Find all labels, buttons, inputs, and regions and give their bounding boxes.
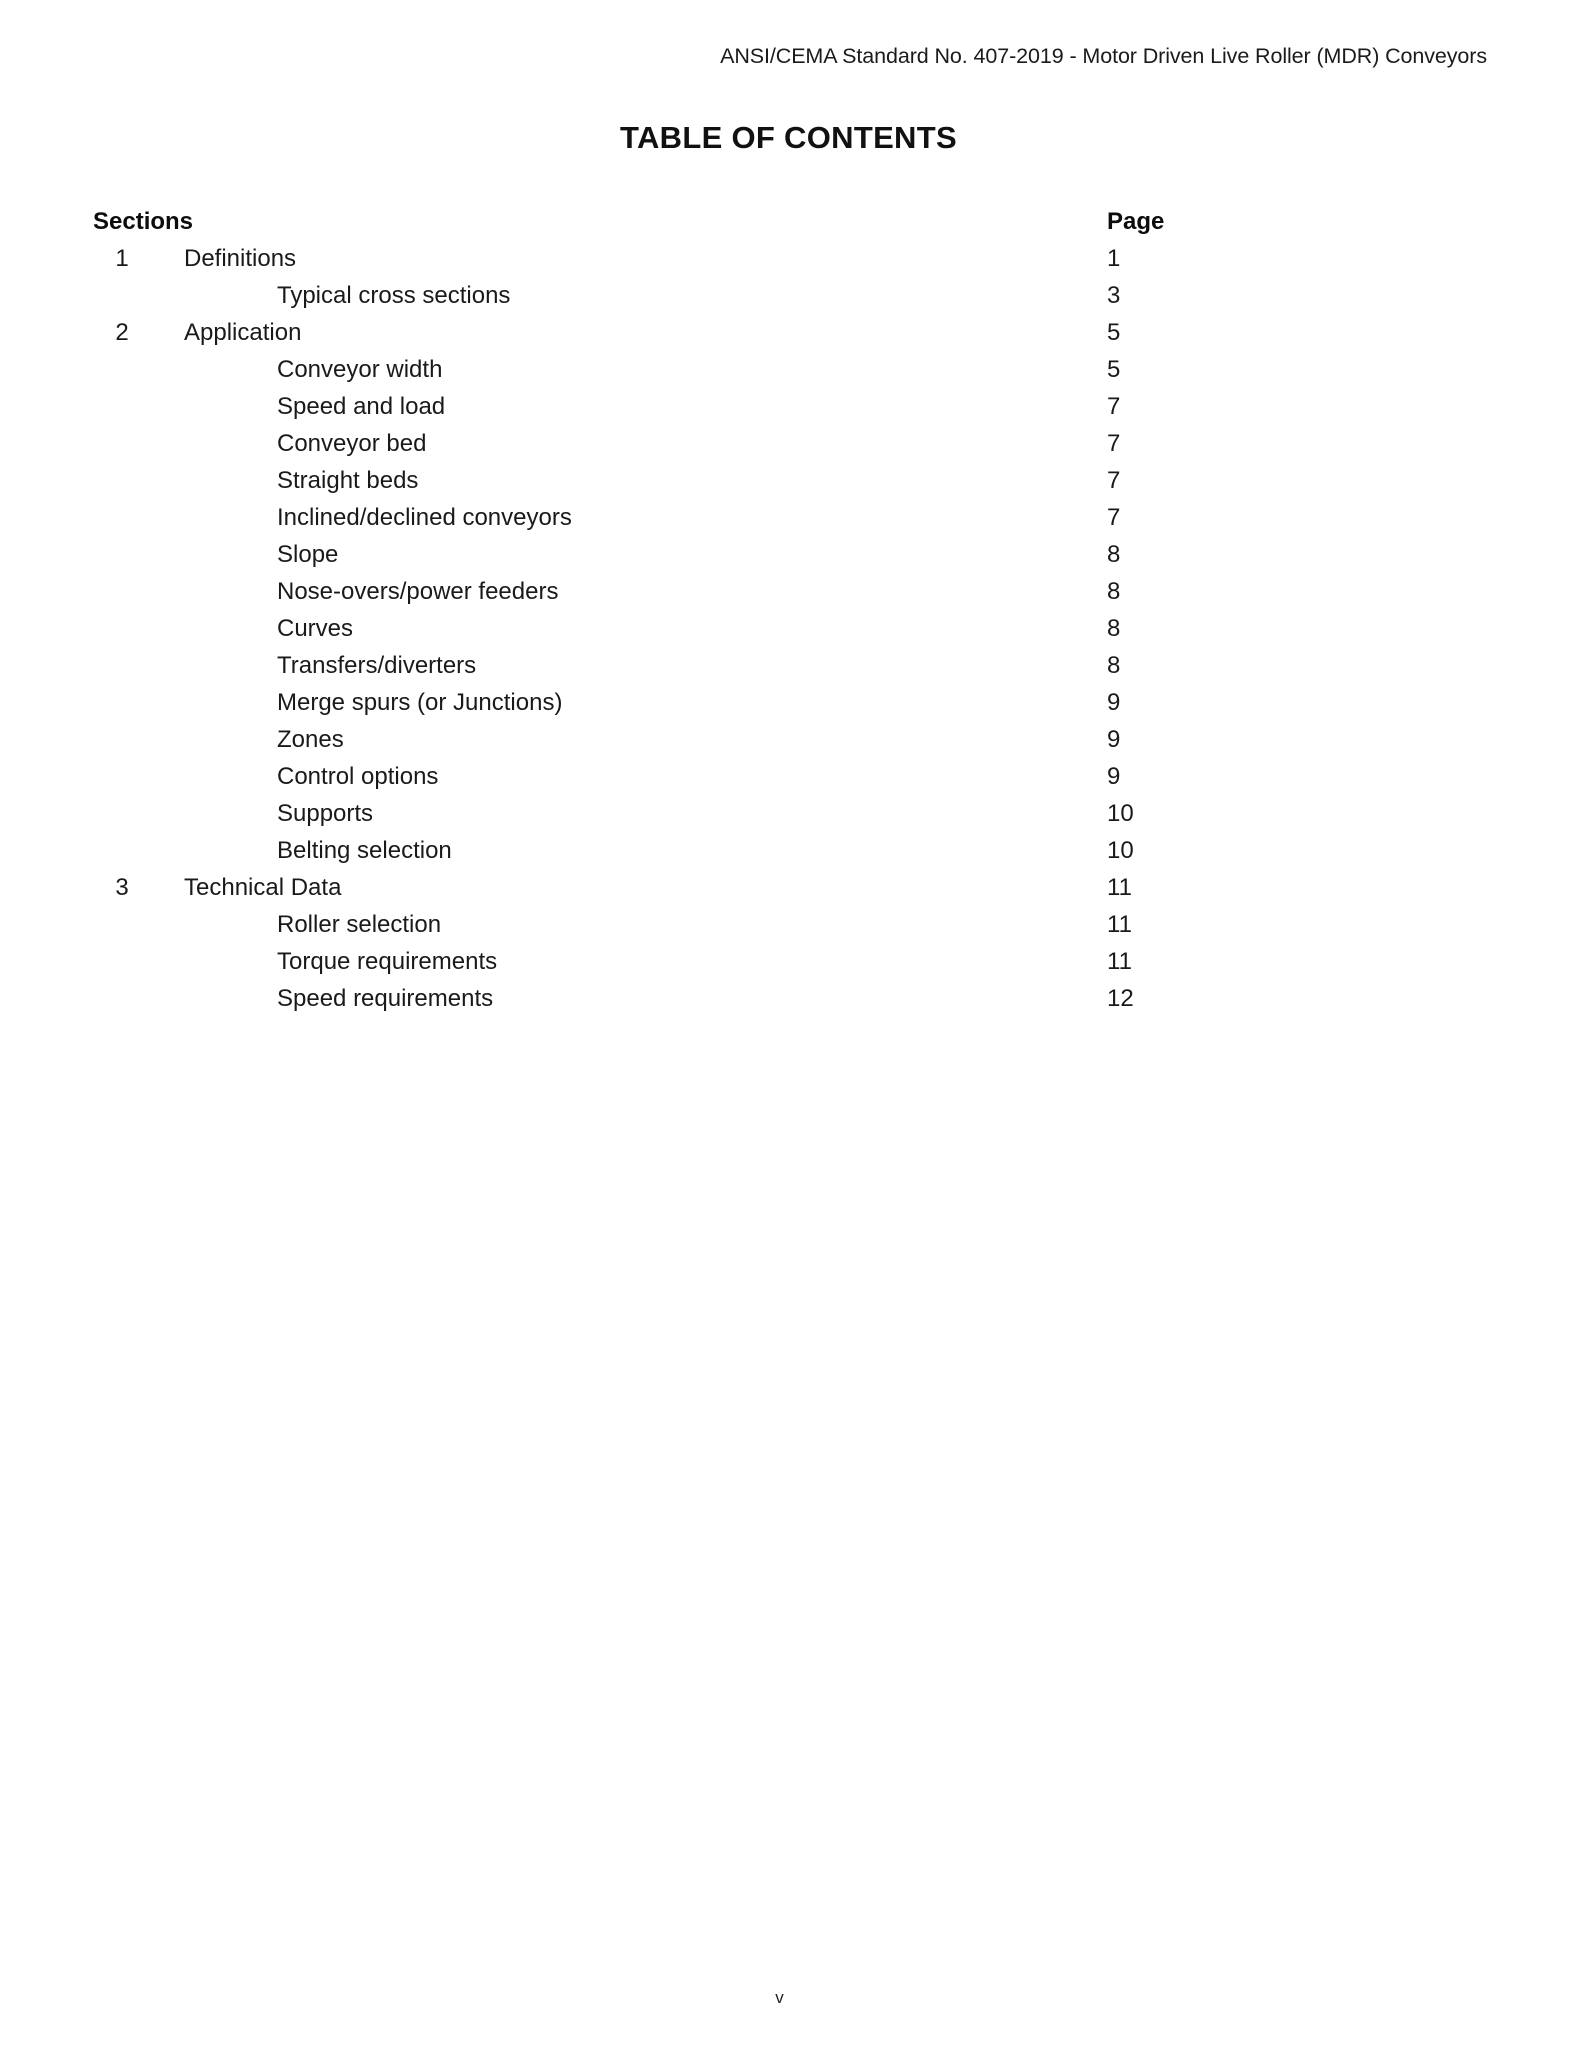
toc-entry-label[interactable]: Control options	[277, 763, 439, 790]
toc-entry-label[interactable]: Conveyor width	[277, 356, 443, 383]
toc-entry-page-number: 11	[1107, 948, 1132, 975]
toc-row[interactable]	[0, 240, 1583, 277]
toc-entry-label[interactable]: Speed requirements	[277, 985, 494, 1012]
toc-entry-label[interactable]: Slope	[277, 541, 339, 568]
toc-row[interactable]	[0, 758, 1583, 795]
toc-entry-page-number: 7	[1107, 467, 1121, 494]
toc-entry-page-number: 8	[1107, 578, 1121, 605]
toc-row[interactable]	[0, 351, 1583, 388]
toc-entry-page-number: 9	[1107, 763, 1121, 790]
toc-header-sections: Sections	[93, 208, 194, 235]
toc-entry-page-number: 12	[1107, 985, 1134, 1012]
toc-entry-label[interactable]: Nose-overs/power feeders	[277, 578, 559, 605]
toc-row[interactable]	[0, 314, 1583, 351]
toc-entry-page-number: 7	[1107, 430, 1121, 457]
toc-row[interactable]	[0, 684, 1583, 721]
toc-row[interactable]	[0, 277, 1583, 314]
toc-entry-label[interactable]: Inclined/declined conveyors	[277, 504, 572, 531]
running-header-text: ANSI/CEMA Standard No. 407-2019 - Motor Driven Live Roller (MDR) Conveyors	[720, 44, 1487, 68]
toc-entry-label[interactable]: Technical Data	[184, 874, 342, 901]
toc-entry-label[interactable]: Conveyor bed	[277, 430, 427, 457]
toc-entry-page-number: 9	[1107, 689, 1121, 716]
toc-entry-label[interactable]: Belting selection	[277, 837, 452, 864]
toc-section-number: 2	[115, 319, 129, 346]
toc-row[interactable]	[0, 462, 1583, 499]
toc-entry-page-number: 8	[1107, 541, 1121, 568]
toc-row[interactable]	[0, 647, 1583, 684]
toc-entry-page-number: 11	[1107, 911, 1132, 938]
toc-entry-label[interactable]: Definitions	[184, 245, 297, 272]
toc-entry-page-number: 10	[1107, 800, 1134, 827]
toc-row[interactable]	[0, 943, 1583, 980]
folio-number: v	[775, 1988, 784, 2007]
toc-entry-page-number: 5	[1107, 356, 1121, 383]
toc-section-number: 1	[115, 245, 129, 272]
toc-entry-page-number: 3	[1107, 282, 1121, 309]
toc-header-page: Page	[1107, 208, 1165, 235]
running-header	[96, 44, 1487, 70]
toc-row[interactable]	[0, 795, 1583, 832]
toc-entry-page-number: 8	[1107, 615, 1121, 642]
toc-entry-page-number: 11	[1107, 874, 1132, 901]
toc-entry-label[interactable]: Transfers/diverters	[277, 652, 477, 679]
toc-entry-page-number: 7	[1107, 393, 1121, 420]
toc-entry-label[interactable]: Zones	[277, 726, 344, 753]
toc-section-number: 3	[115, 874, 129, 901]
toc-entry-label[interactable]: Speed and load	[277, 393, 446, 420]
page-title-text: TABLE OF CONTENTS	[620, 120, 957, 155]
table-of-contents	[0, 203, 1583, 1017]
toc-row[interactable]	[0, 536, 1583, 573]
page-footer	[0, 1988, 1583, 2008]
toc-row[interactable]	[0, 499, 1583, 536]
toc-row[interactable]	[0, 906, 1583, 943]
toc-row[interactable]	[0, 980, 1583, 1017]
toc-entry-label[interactable]: Curves	[277, 615, 354, 642]
toc-row[interactable]	[0, 610, 1583, 647]
toc-entry-label[interactable]: Torque requirements	[277, 948, 498, 975]
toc-entry-page-number: 5	[1107, 319, 1121, 346]
toc-entry-page-number: 9	[1107, 726, 1121, 753]
toc-row[interactable]	[0, 869, 1583, 906]
toc-entry-label[interactable]: Application	[184, 319, 302, 346]
toc-entry-label[interactable]: Straight beds	[277, 467, 419, 494]
toc-entry-label[interactable]: Roller selection	[277, 911, 442, 938]
toc-entry-label[interactable]: Typical cross sections	[277, 282, 511, 309]
toc-entry-label[interactable]: Merge spurs (or Junctions)	[277, 689, 563, 716]
toc-row[interactable]	[0, 721, 1583, 758]
toc-entry-page-number: 10	[1107, 837, 1134, 864]
toc-row[interactable]	[0, 425, 1583, 462]
toc-entry-label[interactable]: Supports	[277, 800, 374, 827]
toc-entry-page-number: 7	[1107, 504, 1121, 531]
toc-entry-page-number: 1	[1107, 245, 1121, 272]
toc-row[interactable]	[0, 832, 1583, 869]
toc-row[interactable]	[0, 388, 1583, 425]
toc-column-header-row	[0, 203, 1583, 240]
toc-entry-page-number: 8	[1107, 652, 1121, 679]
page-title	[0, 120, 1583, 156]
toc-row[interactable]	[0, 573, 1583, 610]
